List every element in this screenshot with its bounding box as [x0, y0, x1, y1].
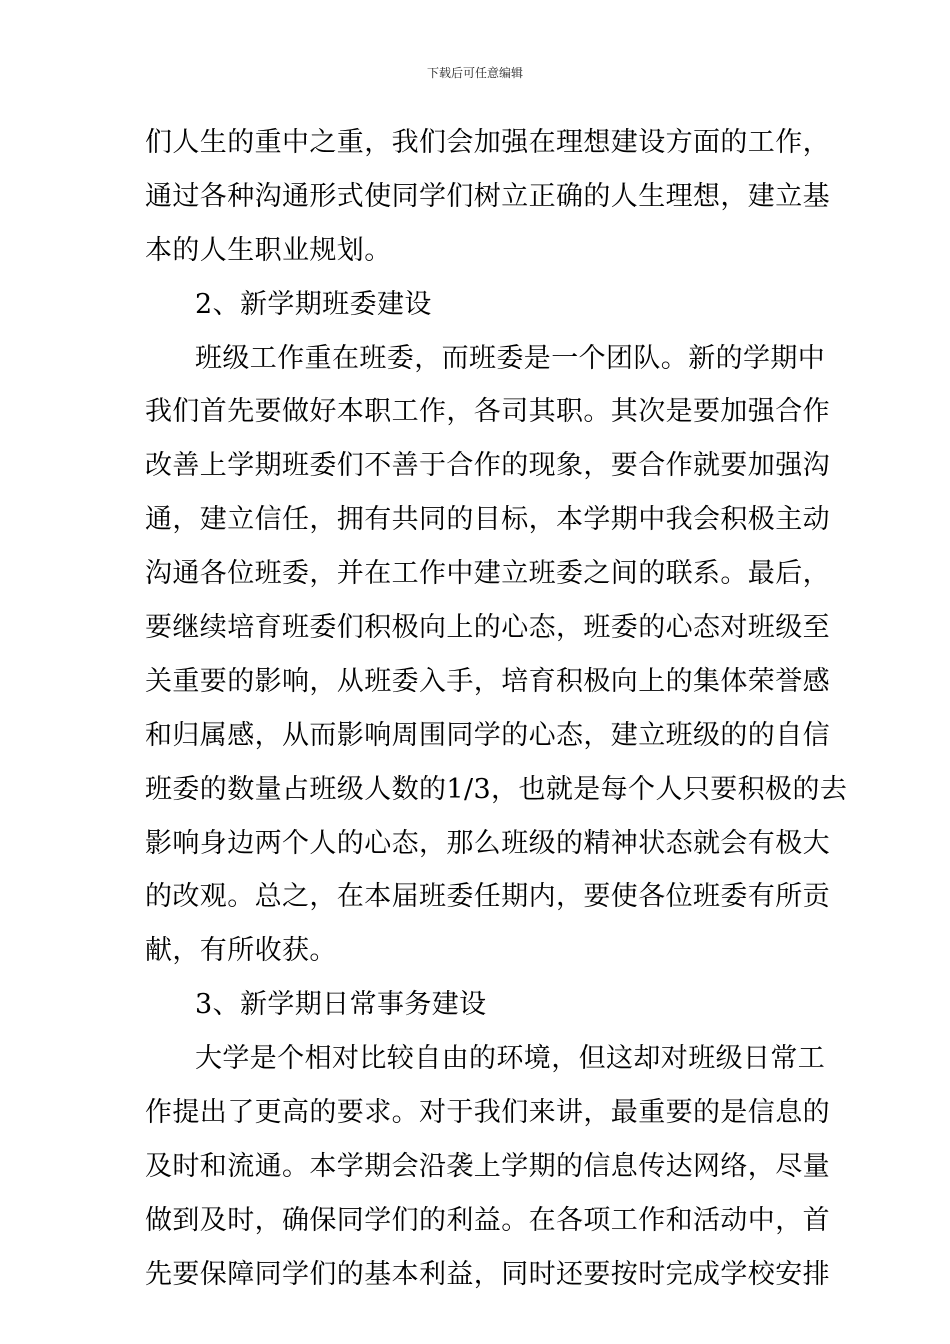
- text-line: 改善上学期班委们不善于合作的现象，要合作就要加强沟: [145, 450, 830, 482]
- text-line: 关重要的影响，从班委入手，培育积极向上的集体荣誉感: [145, 665, 830, 697]
- text-line: 作提出了更高的要求。对于我们来讲，最重要的是信息的: [145, 1097, 830, 1129]
- text-line: 献，有所收获。: [145, 935, 337, 967]
- text-line: 和归属感，从而影响周围同学的心态，建立班级的的自信: [145, 719, 830, 751]
- text-line: 先要保障同学们的基本利益，同时还要按时完成学校安排: [145, 1258, 830, 1290]
- text-line: 通过各种沟通形式使同学们树立正确的人生理想，建立基: [145, 180, 830, 212]
- text-line: 我们首先要做好本职工作，各司其职。其次是要加强合作: [145, 396, 830, 428]
- text-line: 通，建立信任，拥有共同的目标，本学期中我会积极主动: [145, 504, 830, 536]
- text-line: 影响身边两个人的心态，那么班级的精神状态就会有极大: [145, 827, 830, 859]
- text-line: 沟通各位班委，并在工作中建立班委之间的联系。最后，: [145, 558, 830, 590]
- document-body: [145, 127, 848, 1314]
- text-line: 本的人生职业规划。: [145, 234, 392, 266]
- text-line: 班委的数量占班级人数的1/3，也就是每个人只要积极的去: [145, 773, 848, 805]
- page-header-note: 下载后可任意编辑: [426, 66, 523, 80]
- text-line: 的改观。总之，在本届班委任期内，要使各位班委有所贡: [145, 881, 830, 913]
- paragraph-first-line: 班级工作重在班委，而班委是一个团队。新的学期中: [195, 342, 826, 374]
- section-heading: 2、新学期班委建设: [195, 288, 432, 320]
- text-line: 们人生的重中之重，我们会加强在理想建设方面的工作，: [145, 127, 830, 158]
- section-heading: 3、新学期日常事务建设: [195, 989, 487, 1021]
- paragraph-first-line: 大学是个相对比较自由的环境，但这却对班级日常工: [195, 1043, 826, 1075]
- text-line: 及时和流通。本学期会沿袭上学期的信息传达网络，尽量: [145, 1150, 830, 1182]
- text-line: 要继续培育班委们积极向上的心态，班委的心态对班级至: [145, 612, 830, 644]
- text-line: 做到及时，确保同学们的利益。在各项工作和活动中，首: [145, 1204, 830, 1236]
